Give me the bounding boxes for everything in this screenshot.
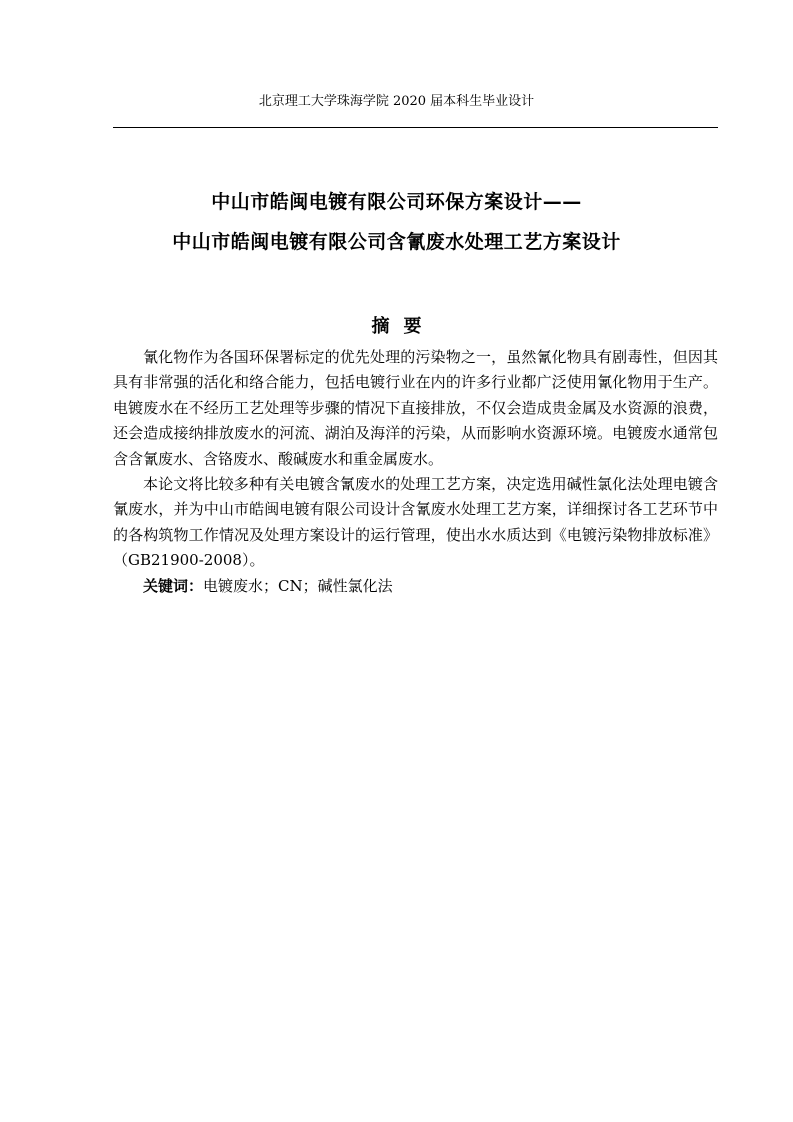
thesis-title-line-1: 中山市皓闽电镀有限公司环保方案设计—— [211,191,582,213]
page-header: 北京理工大学珠海学院 2020 届本科生毕业设计 [258,94,535,109]
keywords-line [113,574,718,599]
abstract-heading: 摘要 [371,316,436,337]
abstract-body [113,345,718,599]
abstract-paragraph-1: 氰化物作为各国环保署标定的优先处理的污染物之一，虽然氰化物具有剧毒性，但因其具有非常强的活化和络合能力，包括电镀行业在内的许多行业都广泛使用氰化物用于生产。电镀废水在不经历工艺处理等步骤的情况下直接排放，不仅会造成贵金属及水资源的浪费，还会造成接纳排放废水的河流、湖泊及海洋的污染，从而影响水资源环境。电镀废水通常包含含氰废水、含铬废水、酸碱废水和重金属废水。 [113,348,718,468]
header-divider [113,127,718,128]
keywords-value: 电镀废水；CN；碱性氯化法 [203,576,393,595]
abstract-paragraph-2: 本论文将比较多种有关电镀含氰废水的处理工艺方案，决定选用碱性氯化法处理电镀含氰废水，并为中山市皓闽电镀有限公司设计含氰废水处理工艺方案，详细探讨各工艺环节中的各构筑物工作情况及处理方案设计的运行管理，使出水水质达到《电镀污染物排放标准》（GB21900-2008）。 [113,475,718,570]
keywords-label: 关键词： [143,576,204,595]
thesis-title-line-2: 中山市皓闽电镀有限公司含氰废水处理工艺方案设计 [172,231,621,253]
